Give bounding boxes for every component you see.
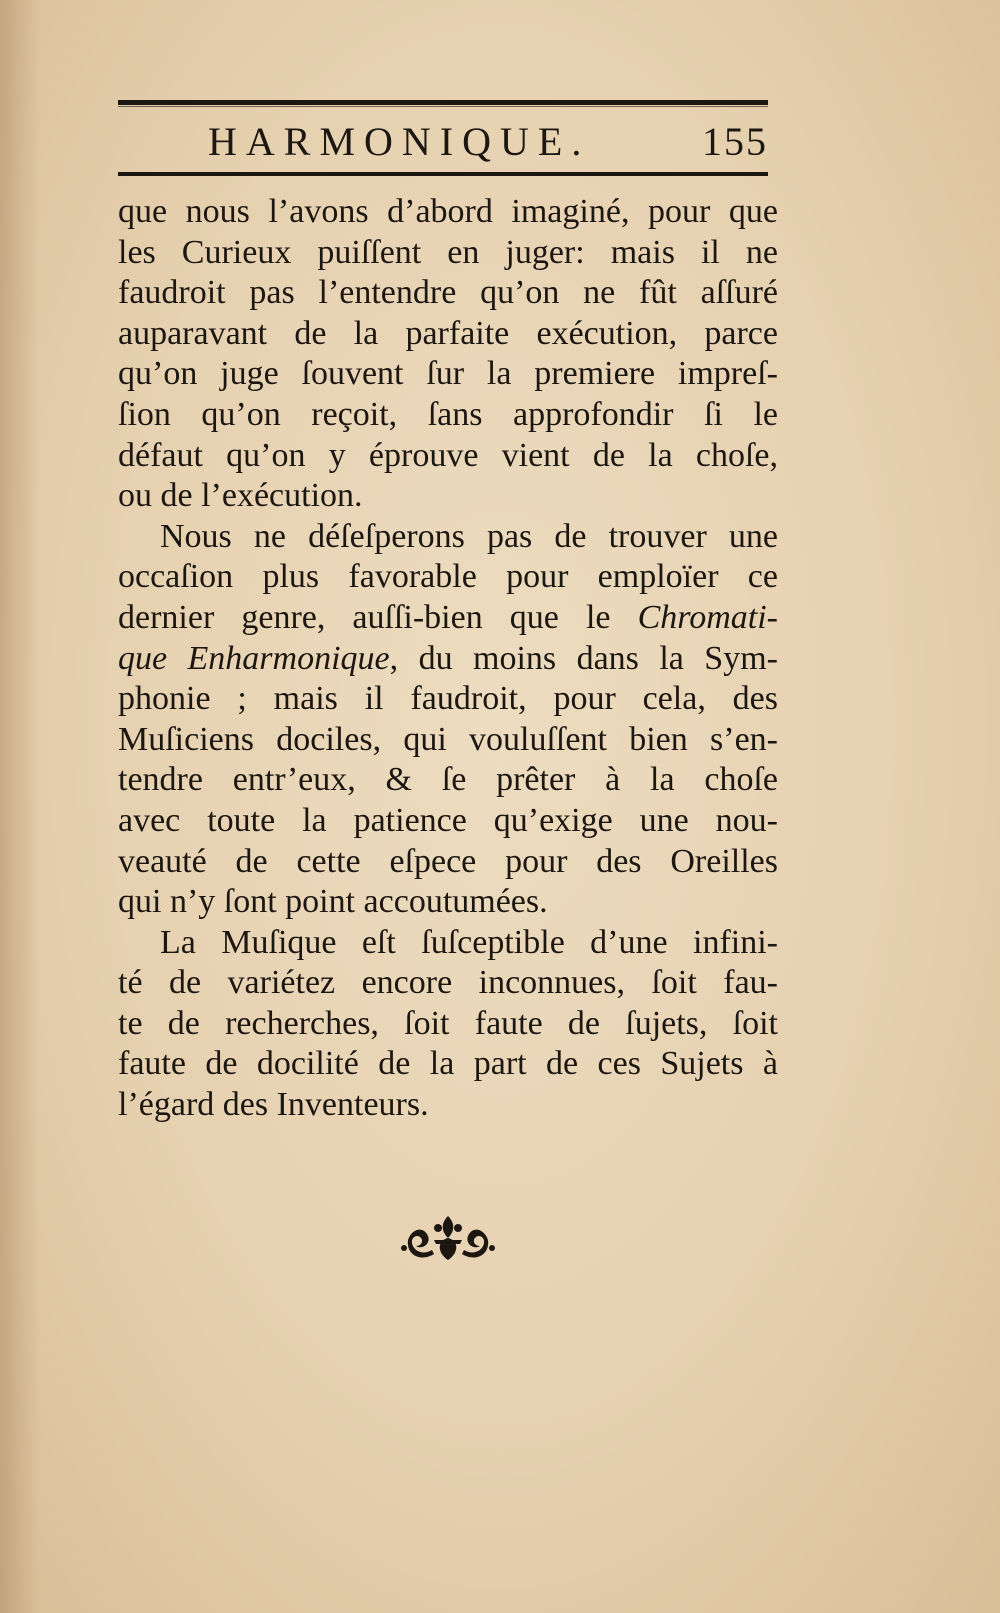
text-line: La Muſique eſt ſuſceptible d’une infini- <box>160 923 778 961</box>
text-line: occaſion plus favorable pour emploïer ce <box>118 558 778 596</box>
text-line: les Curieux puiſſent en juger: mais il ne <box>118 233 778 271</box>
text-line: tendre entr’eux, & ſe prêter à la choſe <box>118 761 778 799</box>
italic-term: que Enharmonique <box>118 639 390 677</box>
text-line: auparavant de la parfaite exécution, parce <box>118 314 778 352</box>
italic-term: Chromati- <box>637 598 778 636</box>
text-line: avec toute la patience qu’exige une nou- <box>118 801 778 839</box>
text-segment: dernier genre, auſſi-bien que le <box>118 598 611 636</box>
text-line: Muſiciens dociles, qui vouluſſent bien s’en- <box>118 720 778 758</box>
text-line: qui n’y ſont point accoutumées. <box>118 883 548 921</box>
text-line-with-italic <box>118 598 778 639</box>
fleuron-icon <box>398 1210 498 1266</box>
header-rule-top-thin <box>118 106 768 107</box>
running-title: HARMONIQUE. <box>208 119 591 164</box>
text-line-with-italic <box>118 639 778 680</box>
text-line: té de variétez encore inconnues, ſoit fau- <box>118 964 778 1002</box>
text-line: faute de docilité de la part de ces Sujets à <box>118 1045 778 1083</box>
header-rule-bottom <box>118 172 768 176</box>
text-line: veauté de cette eſpece pour des Oreilles <box>118 842 778 880</box>
text-line: faudroit pas l’entendre qu’on ne fût aſſuré <box>118 274 778 312</box>
header-rule-top <box>118 100 768 105</box>
text-line: ſion qu’on reçoit, ſans approfondir ſi le <box>118 395 778 433</box>
running-head <box>118 117 768 167</box>
text-line: l’égard des Inventeurs. <box>118 1086 429 1124</box>
text-line: que nous l’avons d’abord imaginé, pour que <box>118 193 778 230</box>
text-line: phonie ; mais il faudroit, pour cela, des <box>118 680 778 718</box>
text-segment: , du moins dans la Sym- <box>389 639 778 677</box>
page-number: 155 <box>702 119 768 164</box>
text-line: qu’on juge ſouvent ſur la premiere impreſ- <box>118 355 778 393</box>
text-line: te de recherches, ſoit faute de ſujets, ſoit <box>118 1004 778 1042</box>
text-line: Nous ne déſeſperons pas de trouver une <box>160 517 778 555</box>
text-line: défaut qu’on y éprouve vient de la choſe, <box>118 436 778 474</box>
body-text <box>118 192 778 1126</box>
page-edge-shadow <box>0 0 40 1613</box>
text-line: ou de l’exécution. <box>118 477 363 515</box>
